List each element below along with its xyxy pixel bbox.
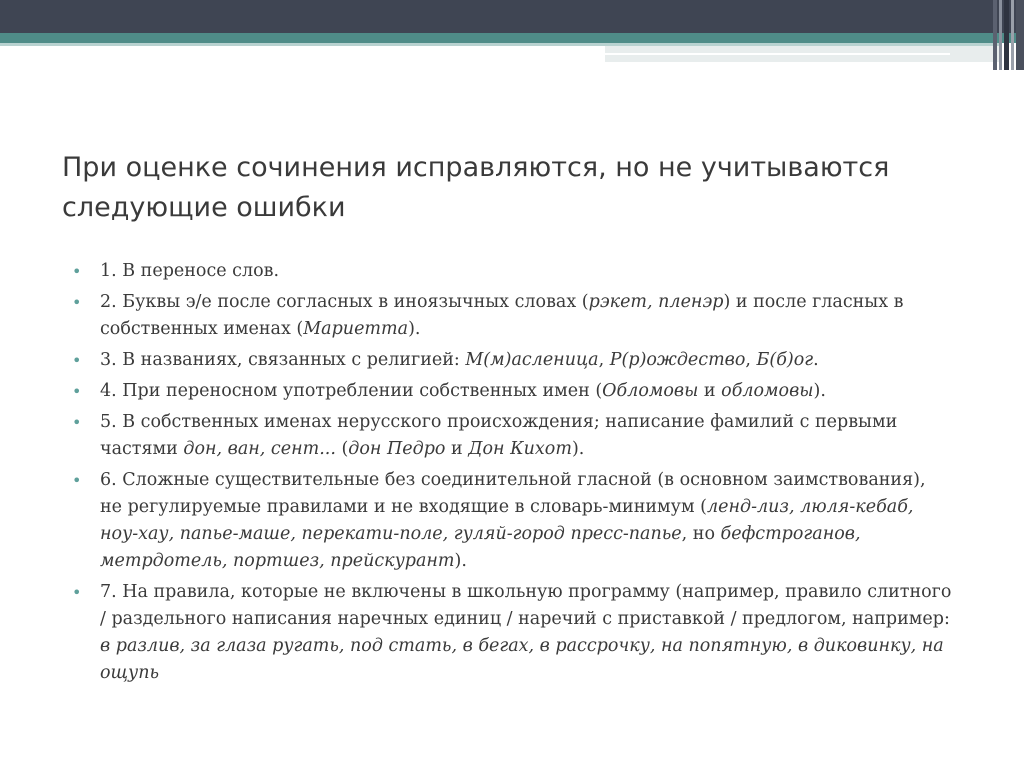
bullet-text: ( — [335, 439, 349, 459]
bullet-text: 3. В названиях, связанных с религией: — [100, 350, 466, 370]
bullet-icon: • — [72, 262, 82, 281]
italic-example-text: рэкет, пленэр — [588, 292, 724, 312]
bullet-text: 2. Буквы э/е после согласных в иноязычных словах ( — [100, 292, 589, 312]
bullet-item — [72, 378, 952, 405]
bullet-item — [72, 289, 952, 343]
bullet-item — [72, 467, 952, 575]
italic-example-text: Дон Кихот — [468, 439, 572, 459]
italic-example-text: М(м)асленица — [465, 350, 599, 370]
bullet-text: 4. При переносном употреблении собственных имен ( — [100, 381, 603, 401]
italic-example-text: Мариетта — [303, 319, 409, 339]
header-band-dark — [0, 0, 1024, 33]
header-accent-block — [605, 46, 1000, 62]
bullet-icon: • — [72, 351, 82, 370]
bullet-text: ). — [571, 439, 585, 459]
bullet-icon: • — [72, 382, 82, 401]
italic-example-text: ленд-лиз, люля-кебаб, ноу-хау, папье-маше, перекати-поле, гуляй-город пресс-папье — [100, 497, 914, 544]
bullet-list — [72, 258, 952, 691]
bullet-text: ). — [454, 551, 467, 571]
bullet-item — [72, 258, 952, 285]
bullet-text: , но — [681, 524, 721, 544]
italic-example-text: обломовы — [721, 381, 814, 401]
italic-example-text: в разлив, за глаза ругать, под стать, в бегах, в рассрочку, на попятную, в диковинку, на ощупь — [100, 636, 944, 683]
bullet-text: 7. На правила, которые не включены в школьную программу (например, правило слитного / раздельного написания наречных единиц / наречий с приставкой / предлогом, например: — [100, 582, 952, 629]
bullet-text: , — [598, 350, 610, 370]
bullet-text: 5. В собственных именах нерусского происхождения; написание фамилий с первыми частями — [100, 412, 898, 459]
bullet-text: ). — [813, 381, 826, 401]
bullet-item — [72, 579, 952, 687]
bullet-icon: • — [72, 413, 82, 432]
italic-example-text: Б(б)ог — [756, 350, 814, 370]
header-band-teal — [0, 33, 1024, 43]
bullet-text: . — [813, 350, 819, 370]
bullet-icon: • — [72, 293, 82, 312]
bullet-icon: • — [72, 583, 82, 602]
bullet-text: и — [698, 381, 722, 401]
italic-example-text: бефстроганов, метрдотель, портшез, прейскурант — [100, 524, 861, 571]
bullet-item — [72, 409, 952, 463]
slide-title: При оценке сочинения исправляются, но не учитываются следующие ошибки — [62, 152, 890, 223]
bullet-text: , — [745, 350, 757, 370]
header-accent-line — [605, 53, 950, 55]
italic-example-text: дон, ван, сент... — [183, 439, 336, 459]
bullet-text: ) и после гласных в собственных именах ( — [100, 292, 904, 339]
bullet-text: 6. Сложные существительные без соединительной гласной (в основном заимствования), не регулируемые правилами и не входящие в словарь-минимум ( — [100, 470, 926, 517]
header-vertical-stripes — [993, 0, 1024, 70]
italic-example-text: дон Педро — [348, 439, 446, 459]
italic-example-text: Р(р)ождество — [609, 350, 746, 370]
italic-example-text: Обломовы — [602, 381, 699, 401]
bullet-text: 1. В переносе слов. — [100, 261, 280, 281]
bullet-item — [72, 347, 952, 374]
bullet-text: ). — [408, 319, 421, 339]
bullet-text: и — [445, 439, 469, 459]
bullet-icon: • — [72, 471, 82, 490]
